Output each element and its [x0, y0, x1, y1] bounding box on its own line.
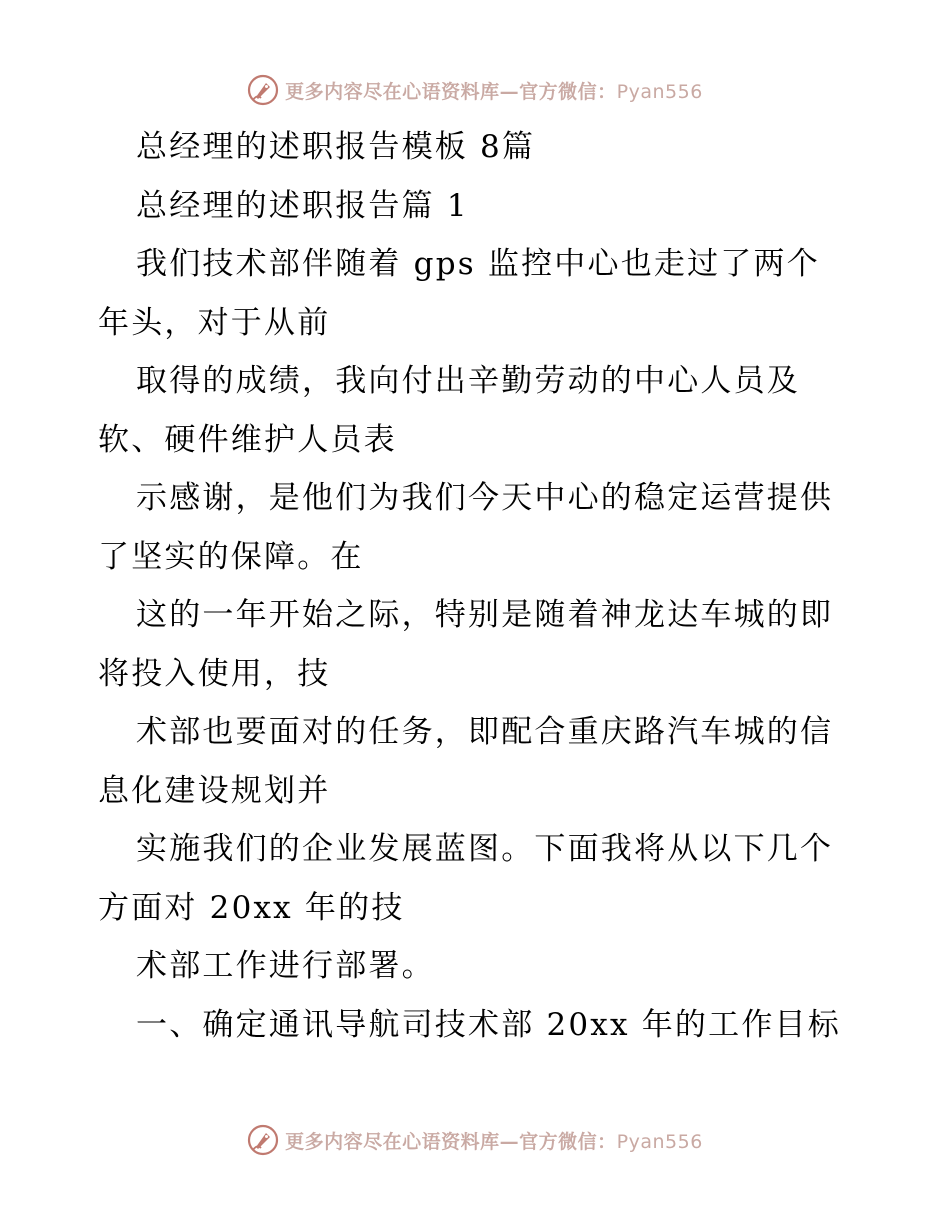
- document-line: 息化建设规划并: [98, 772, 331, 809]
- footer-watermark: [0, 1120, 950, 1160]
- document-line: 这的一年开始之际，特别是随着神龙达车城的即: [136, 597, 834, 633]
- document-line: 软、硬件维护人员表: [98, 421, 397, 458]
- document-line: 方面对 20xx 年的技: [98, 889, 405, 926]
- document-line: 总经理的述职报告篇 1: [136, 187, 469, 224]
- pen-nib-circle-icon: [247, 74, 279, 106]
- document-body: [98, 118, 858, 1054]
- pen-nib-circle-icon: [247, 1124, 279, 1156]
- document-line: 术部工作进行部署。: [136, 948, 435, 984]
- watermark-text: 更多内容尽在心语资料库—官方微信：Pyan556: [285, 1130, 703, 1153]
- document-line: 术部也要面对的任务，即配合重庆路汽车城的信: [136, 714, 834, 750]
- document-line: 一、确定通讯导航司技术部 20xx 年的工作目标: [136, 1006, 841, 1043]
- document-line: 我们技术部伴随着 gps 监控中心也走过了两个: [136, 246, 820, 282]
- document-line: 了坚实的保障。在: [98, 538, 364, 575]
- document-line: 年头，对于从前: [98, 304, 331, 341]
- document-line: 取得的成绩，我向付出辛勤劳动的中心人员及: [136, 363, 800, 399]
- document-line: 实施我们的企业发展蓝图。下面我将从以下几个: [136, 831, 834, 867]
- document-line: 总经理的述职报告模板 8篇: [136, 129, 536, 165]
- document-line: 将投入使用，技: [98, 655, 331, 692]
- document-line: 示感谢，是他们为我们今天中心的稳定运营提供: [136, 480, 834, 516]
- header-watermark: [0, 70, 950, 110]
- watermark-text: 更多内容尽在心语资料库—官方微信：Pyan556: [285, 80, 703, 103]
